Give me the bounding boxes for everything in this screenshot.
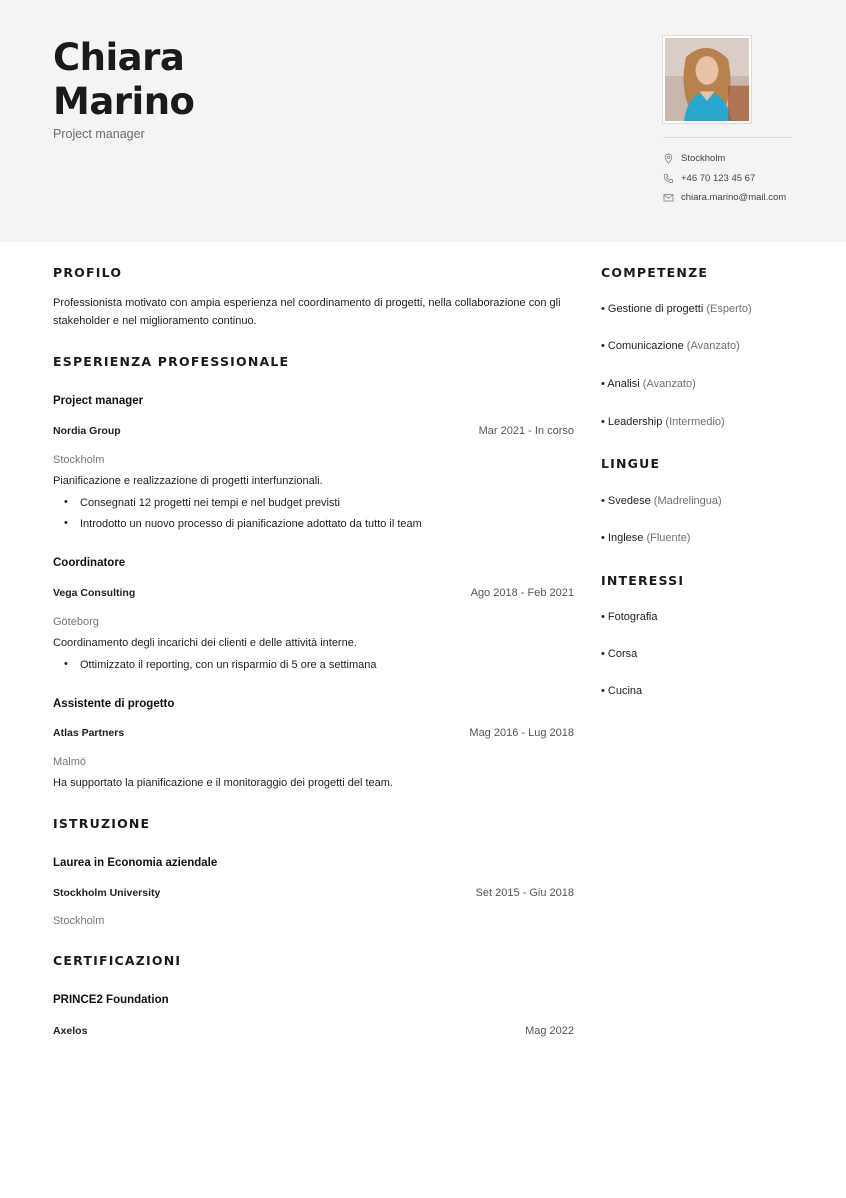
skill-name: • Leadership (601, 416, 663, 428)
interests-heading: INTERESSI (601, 573, 685, 588)
profile-photo (663, 36, 751, 123)
skill-item (601, 303, 752, 315)
contact-location (663, 153, 725, 164)
mail-icon (663, 192, 674, 203)
profile-line-2: stakeholder e nel miglioramento continuo. (53, 315, 257, 327)
job-bullet-text: Consegnati 12 progetti nei tempi e nel budget previsti (80, 497, 340, 509)
job-title: Coordinatore (53, 557, 126, 569)
job-company: Nordia Group (53, 425, 121, 437)
contact-phone[interactable] (663, 173, 755, 184)
job-bullet-text: Introdotto un nuovo processo di pianificazione adottato da tutto il team (80, 518, 422, 530)
job-description: Ha supportato la pianificazione e il monitoraggio dei progetti del team. (53, 777, 393, 789)
certification-date: Mag 2022 (525, 1025, 574, 1037)
contact-email-text[interactable]: chiara.marino@mail.com (681, 192, 787, 203)
job-dates: Mag 2016 - Lug 2018 (469, 727, 574, 739)
location-pin-icon (663, 153, 674, 164)
experience-heading: ESPERIENZA PROFESSIONALE (53, 354, 290, 369)
skill-level: (Avanzato) (686, 340, 740, 352)
skill-item (601, 416, 725, 428)
education-heading: ISTRUZIONE (53, 816, 151, 831)
job-title: Project manager (53, 395, 144, 407)
skill-name: • Gestione di progetti (601, 303, 704, 315)
job-bullet (64, 518, 422, 530)
language-item (601, 495, 722, 507)
skill-name: • Comunicazione (601, 340, 684, 352)
contact-email[interactable] (663, 192, 786, 203)
languages-heading: LINGUE (601, 456, 661, 471)
profile-line-1: Professionista motivato con ampia esperienza nel coordinamento di progetti, nella collaborazione con gli (53, 297, 561, 309)
job-description: Pianificazione e realizzazione di progetti interfunzionali. (53, 475, 323, 487)
job-dates: Mar 2021 - In corso (478, 425, 574, 437)
last-name: Marino (53, 80, 195, 123)
job-description: Coordinamento degli incarichi dei clienti e delle attività interne. (53, 637, 357, 649)
skills-heading: COMPETENZE (601, 265, 709, 280)
skill-level: (Esperto) (706, 303, 752, 315)
certification-name: PRINCE2 Foundation (53, 994, 169, 1006)
job-company: Atlas Partners (53, 727, 125, 739)
skill-item (601, 340, 740, 352)
education-school: Stockholm University (53, 887, 161, 899)
language-name: • Inglese (601, 532, 644, 544)
interest-item: • Corsa (601, 648, 638, 660)
job-company: Vega Consulting (53, 587, 136, 599)
certifications-heading: CERTIFICAZIONI (53, 953, 182, 968)
job-title: Assistente di progetto (53, 698, 175, 710)
job-location: Malmö (53, 756, 87, 768)
interest-item: • Cucina (601, 685, 643, 697)
contact-phone-text[interactable]: +46 70 123 45 67 (681, 173, 756, 184)
job-bullet (64, 497, 340, 509)
skill-name: • Analisi (601, 378, 640, 390)
interest-item: • Fotografia (601, 611, 658, 623)
resume-header (0, 0, 846, 242)
certification-issuer: Axelos (53, 1025, 88, 1037)
job-bullet-text: Ottimizzato il reporting, con un risparmio di 5 ore a settimana (80, 659, 377, 671)
contact-location-text: Stockholm (681, 153, 726, 164)
job-location: Göteborg (53, 616, 99, 628)
language-item (601, 532, 690, 544)
profile-heading: PROFILO (53, 265, 123, 280)
skill-item (601, 378, 696, 390)
education-dates: Set 2015 - Giu 2018 (475, 887, 574, 899)
first-name: Chiara (53, 36, 185, 79)
education-location: Stockholm (53, 915, 105, 927)
job-bullet (64, 659, 377, 671)
job-location: Stockholm (53, 454, 105, 466)
education-degree: Laurea in Economia aziendale (53, 857, 218, 869)
language-name: • Svedese (601, 495, 651, 507)
job-dates: Ago 2018 - Feb 2021 (470, 587, 574, 599)
skill-level: (Intermedio) (665, 416, 725, 428)
candidate-name (53, 36, 194, 124)
phone-icon (663, 173, 674, 184)
contact-divider (663, 137, 792, 138)
language-level: (Fluente) (646, 532, 691, 544)
skill-level: (Avanzato) (642, 378, 696, 390)
language-level: (Madrelingua) (653, 495, 722, 507)
candidate-role: Project manager (53, 127, 145, 141)
